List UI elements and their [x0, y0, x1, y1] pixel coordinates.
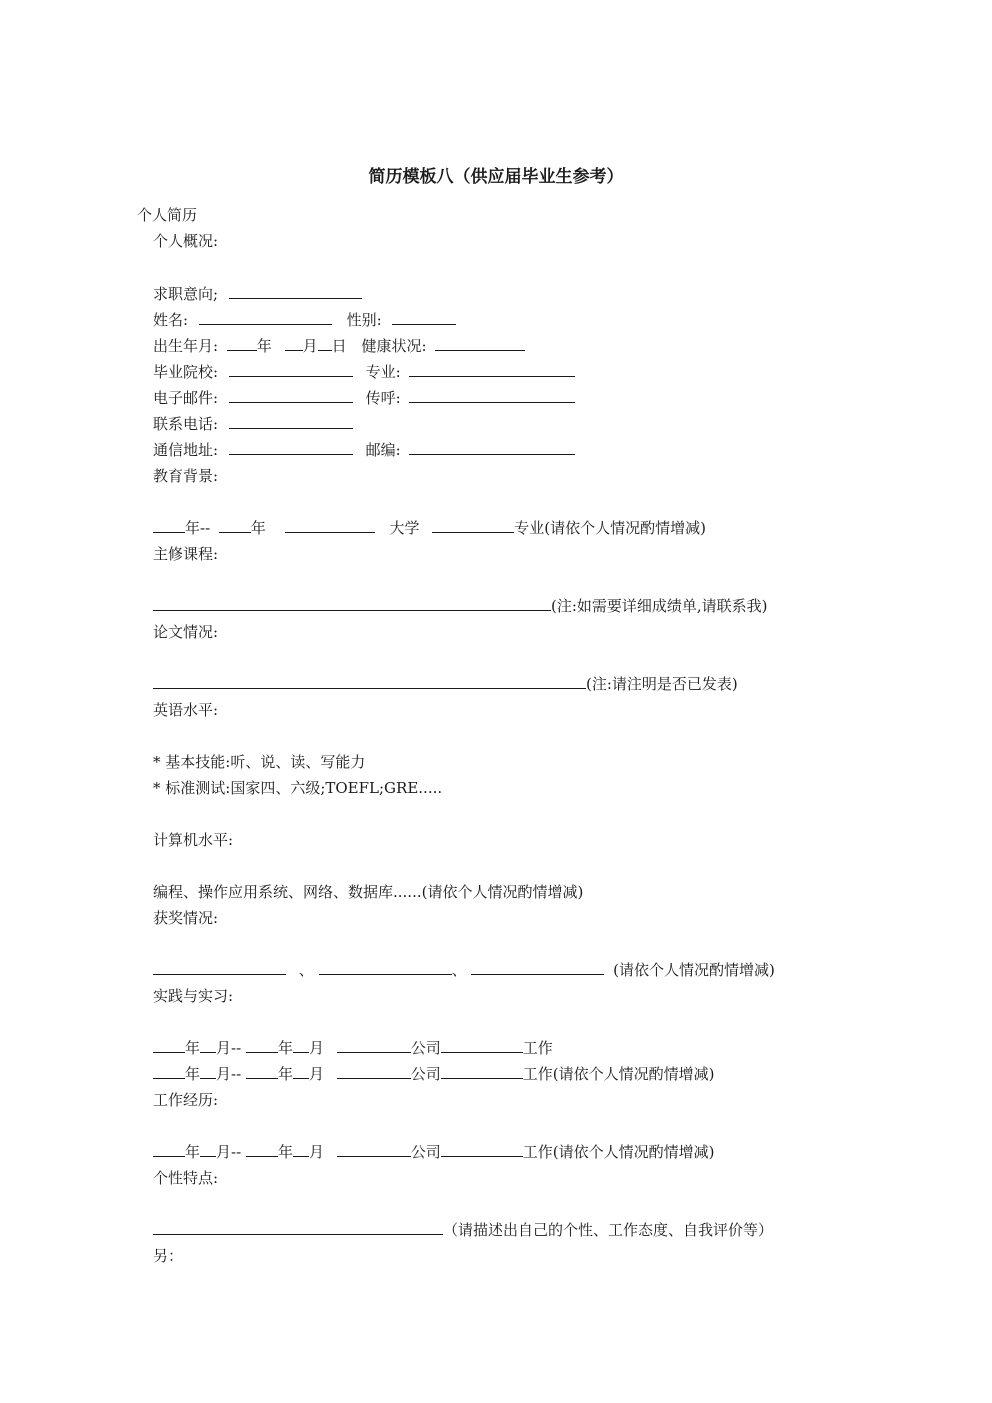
section-practice: 实践与实习: [153, 987, 234, 1005]
birth-row [153, 335, 525, 357]
section-personality: 个性特点: [153, 1169, 219, 1187]
courses-blank[interactable] [153, 595, 551, 611]
personality-row [153, 1219, 773, 1241]
postcode-blank[interactable] [409, 439, 575, 455]
document-title: 简历模板八（供应届毕业生参考） [368, 167, 624, 187]
birth-label: 出生年月: [153, 337, 219, 355]
school-label: 毕业院校: [153, 363, 219, 381]
job-intent-label: 求职意向; [153, 285, 219, 303]
resume-heading: 个人简历 [137, 206, 198, 224]
practice1-end-year-unit: 年 [277, 1039, 293, 1057]
practice1-work-label: 工作 [522, 1039, 553, 1057]
pager-blank[interactable] [409, 387, 575, 403]
edu-major-blank[interactable] [432, 517, 514, 533]
practice-row-1 [153, 1037, 553, 1059]
work-start-year-blank[interactable] [153, 1141, 185, 1157]
practice1-end-year-blank[interactable] [246, 1037, 278, 1053]
section-english: 英语水平: [153, 701, 219, 719]
health-label: 健康状况: [361, 337, 427, 355]
address-label: 通信地址: [153, 441, 219, 459]
award-separator-2: 、 [451, 961, 467, 979]
work-company-blank[interactable] [337, 1141, 411, 1157]
practice1-work-blank[interactable] [441, 1037, 523, 1053]
job-intent-blank[interactable] [229, 283, 362, 299]
gender-blank[interactable] [392, 309, 456, 325]
work-end-month-blank[interactable] [293, 1141, 309, 1157]
courses-note: (注:如需要详细成绩单,请联系我) [551, 597, 768, 615]
practice2-end-year-unit: 年 [277, 1065, 293, 1083]
work-end-year-blank[interactable] [246, 1141, 278, 1157]
computer-text: 编程、操作应用系统、网络、数据库......(请依个人情况酌情增减) [153, 883, 584, 901]
university-blank[interactable] [285, 517, 375, 533]
pager-label: 传呼: [365, 389, 401, 407]
practice2-end-month-blank[interactable] [293, 1063, 309, 1079]
edu-start-unit: 年-- [185, 519, 211, 537]
major-blank[interactable] [409, 361, 575, 377]
school-row [153, 361, 575, 383]
work-end-month-unit: 月 [308, 1143, 324, 1161]
birth-month-blank[interactable] [285, 335, 303, 351]
practice2-end-month-unit: 月 [308, 1065, 324, 1083]
edu-major-note: 专业(请依个人情况酌情增减) [514, 519, 707, 537]
awards-note: (请依个人情况酌情增减) [613, 961, 775, 979]
birth-day-blank[interactable] [318, 335, 332, 351]
practice2-end-year-blank[interactable] [246, 1063, 278, 1079]
section-courses: 主修课程: [153, 545, 219, 563]
thesis-note: (注:请注明是否已发表) [586, 675, 738, 693]
work-company-label: 公司 [410, 1143, 441, 1161]
edu-end-unit: 年 [250, 519, 266, 537]
thesis-row [153, 673, 738, 695]
job-intent-row [153, 283, 362, 305]
birth-day-unit: 日 [331, 337, 347, 355]
work-start-year-unit: 年 [185, 1143, 201, 1161]
practice2-company-label: 公司 [410, 1065, 441, 1083]
award-blank-2[interactable] [319, 959, 452, 975]
work-work-blank[interactable] [441, 1141, 523, 1157]
phone-row [153, 413, 353, 435]
work-start-month-blank[interactable] [200, 1141, 216, 1157]
award-blank-3[interactable] [471, 959, 604, 975]
practice2-company-blank[interactable] [337, 1063, 411, 1079]
practice1-start-month-unit: 月-- [216, 1039, 242, 1057]
phone-blank[interactable] [229, 413, 353, 429]
practice2-start-year-blank[interactable] [153, 1063, 185, 1079]
practice1-start-year-blank[interactable] [153, 1037, 185, 1053]
personality-note: （请描述出自己的个性、工作态度、自我评价等） [443, 1221, 774, 1239]
section-education: 教育背景: [153, 467, 219, 485]
email-row [153, 387, 575, 409]
practice2-start-month-unit: 月-- [216, 1065, 242, 1083]
work-start-month-unit: 月-- [216, 1143, 242, 1161]
personality-blank[interactable] [153, 1219, 443, 1235]
education-row [153, 517, 706, 539]
practice-row-2 [153, 1063, 714, 1085]
school-blank[interactable] [229, 361, 353, 377]
phone-label: 联系电话: [153, 415, 219, 433]
health-blank[interactable] [435, 335, 525, 351]
name-blank[interactable] [199, 309, 332, 325]
work-end-year-unit: 年 [277, 1143, 293, 1161]
university-label: 大学 [389, 519, 420, 537]
section-work-experience: 工作经历: [153, 1091, 219, 1109]
birth-month-unit: 月 [302, 337, 318, 355]
english-item-tests: * 标准测试:国家四、六级;TOEFL;GRE..... [153, 779, 443, 797]
practice1-company-blank[interactable] [337, 1037, 411, 1053]
award-blank-1[interactable] [153, 959, 286, 975]
edu-end-blank[interactable] [219, 517, 251, 533]
work-row [153, 1141, 714, 1163]
english-item-basic: * 基本技能:听、说、读、写能力 [153, 753, 366, 771]
practice2-start-month-blank[interactable] [200, 1063, 216, 1079]
practice2-start-year-unit: 年 [185, 1065, 201, 1083]
section-awards: 获奖情况: [153, 909, 219, 927]
name-label: 姓名: [153, 311, 189, 329]
section-other: 另： [153, 1247, 184, 1265]
email-label: 电子邮件: [153, 389, 219, 407]
email-blank[interactable] [229, 387, 353, 403]
address-row [153, 439, 575, 461]
practice2-work-note: 工作(请依个人情况酌情增减) [522, 1065, 715, 1083]
name-row [153, 309, 456, 331]
practice1-end-month-unit: 月 [308, 1039, 324, 1057]
birth-year-blank[interactable] [227, 335, 257, 351]
practice1-start-month-blank[interactable] [200, 1037, 216, 1053]
work-work-note: 工作(请依个人情况酌情增减) [522, 1143, 715, 1161]
courses-row [153, 595, 768, 617]
gender-label: 性别: [346, 311, 382, 329]
practice1-start-year-unit: 年 [185, 1039, 201, 1057]
edu-start-blank[interactable] [153, 517, 185, 533]
practice1-end-month-blank[interactable] [293, 1037, 309, 1053]
section-overview: 个人概况: [153, 232, 219, 250]
section-computer: 计算机水平: [153, 831, 234, 849]
postcode-label: 邮编: [365, 441, 401, 459]
section-thesis: 论文情况: [153, 623, 219, 641]
award-separator-1: 、 [298, 961, 314, 979]
major-label: 专业: [365, 363, 401, 381]
practice2-work-blank[interactable] [441, 1063, 523, 1079]
thesis-blank[interactable] [153, 673, 586, 689]
awards-row [153, 959, 775, 981]
address-blank[interactable] [229, 439, 353, 455]
practice1-company-label: 公司 [410, 1039, 441, 1057]
birth-year-unit: 年 [256, 337, 272, 355]
